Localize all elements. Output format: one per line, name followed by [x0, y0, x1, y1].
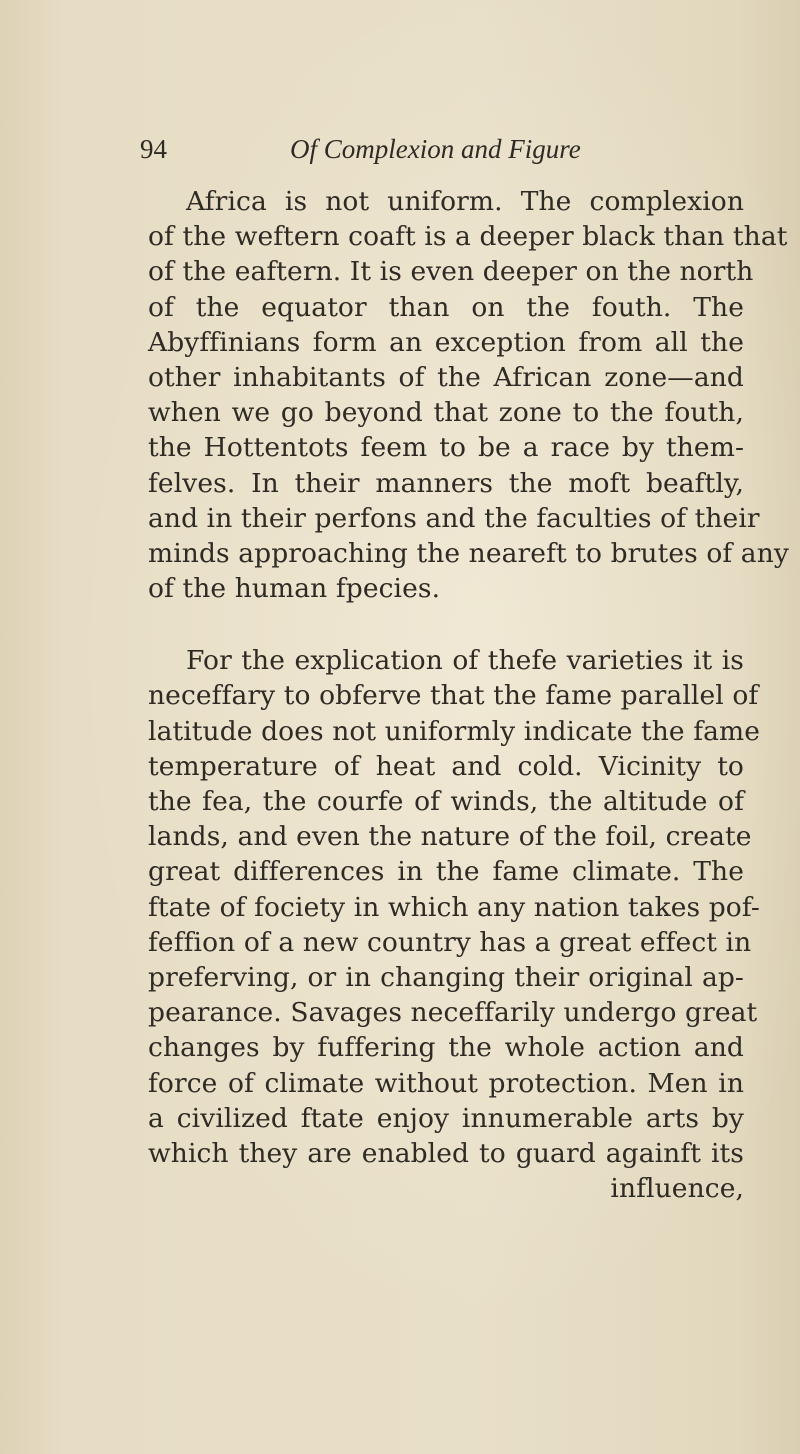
text-line: when we go beyond that zone to the fouth, — [148, 397, 744, 429]
text-line: felves. In their manners the moft beaftly, — [148, 467, 744, 499]
paragraph — [148, 184, 789, 606]
text-line: For the explication of thefe varieties it is — [186, 645, 744, 677]
text-line: of the human fpecies. — [148, 573, 441, 605]
text-line: force of climate without protection. Men in — [148, 1067, 744, 1099]
catchword: influence, — [610, 1173, 744, 1205]
text-line: minds approaching the neareft to brutes of any — [148, 537, 789, 569]
text-line: a civilized ftate enjoy innumerable arts by — [148, 1102, 744, 1134]
running-title: Of Complexion and Figure — [290, 134, 581, 164]
paragraph — [148, 643, 761, 1206]
text-line: of the equator than on the fouth. The — [148, 291, 744, 323]
page-number: 94 — [140, 134, 167, 164]
text-line: changes by fuffering the whole action and — [148, 1032, 744, 1064]
paragraph-gap — [148, 606, 744, 643]
text-line: of the weftern coaft is a deeper black than that — [148, 221, 788, 253]
text-line: other inhabitants of the African zone—and — [148, 361, 744, 393]
text-line: ftate of fociety in which any nation takes pof- — [148, 891, 760, 923]
text-line: of the eaftern. It is even deeper on the north — [148, 256, 754, 288]
text-line: neceffary to obferve that the fame parallel of — [148, 680, 759, 712]
page-header — [140, 134, 740, 174]
text-line: pearance. Savages neceffarily undergo great — [148, 997, 758, 1029]
text-line: Africa is not uniform. The complexion — [186, 186, 744, 217]
text-line: temperature of heat and cold. Vicinity to — [148, 750, 744, 782]
text-line: which they are enabled to guard againft its — [148, 1137, 744, 1169]
text-line: preferving, or in changing their original ap- — [148, 961, 744, 993]
text-line: and in their perfons and the faculties of their — [148, 502, 760, 534]
text-line: great differences in the fame climate. The — [148, 856, 744, 888]
text-line: lands, and even the nature of the foil, create — [148, 821, 752, 853]
body-text — [148, 184, 789, 1206]
text-line: the Hottentots feem to be a race by them- — [148, 432, 744, 464]
text-line: Abyffinians form an exception from all the — [148, 326, 744, 358]
text-line: latitude does not uniformly indicate the fame — [148, 715, 761, 747]
text-line: feffion of a new country has a great effect in — [148, 926, 752, 958]
text-line: the fea, the courfe of winds, the altitude of — [148, 786, 744, 817]
